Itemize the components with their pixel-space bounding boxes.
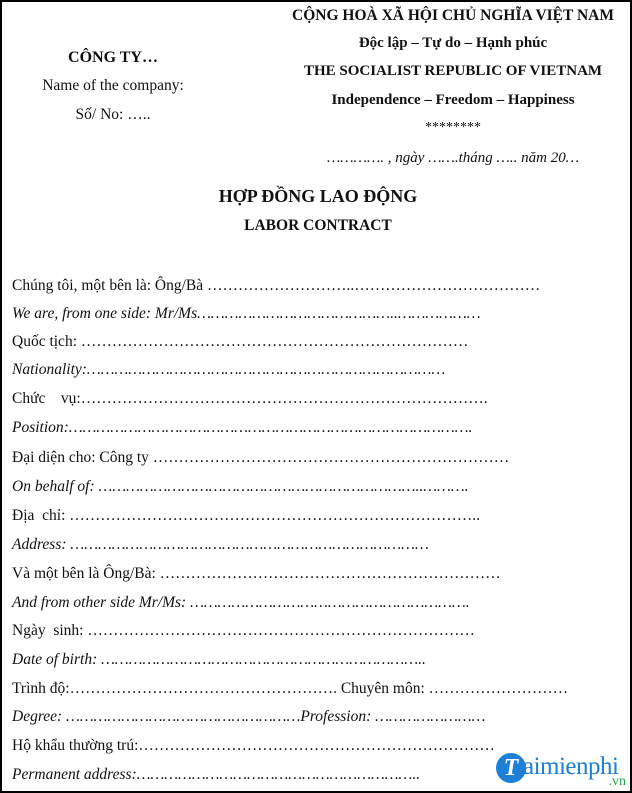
field-birth-date-vi[interactable] — [12, 622, 475, 640]
fill-in-blank[interactable]: ………………………..……………………………… — [207, 277, 541, 294]
field-label: Hộ khẩu thường trú: — [12, 737, 139, 754]
fill-in-blank[interactable]: ……………………………………………………………..………. — [98, 478, 469, 495]
field-label: Và một bên là Ông/Bà: — [12, 565, 160, 582]
fill-in-blank-profession[interactable]: …………………… — [375, 708, 486, 725]
country-name-en: THE SOCIALIST REPUBLIC OF VIETNAM — [303, 63, 603, 79]
contract-title-en: LABOR CONTRACT — [244, 217, 392, 234]
logo-t-icon: T — [496, 753, 526, 783]
field-label: Chức vụ: — [12, 390, 81, 407]
fill-in-blank-profession[interactable]: ……………………… — [428, 680, 569, 697]
company-heading: CÔNG TY… — [68, 49, 158, 66]
fill-in-blank-degree[interactable]: ……………………………………………. — [69, 680, 337, 697]
fill-in-blank[interactable]: ………………………………………………………………… — [80, 333, 469, 350]
field-label-profession: Profession: — [300, 708, 376, 725]
document-number-label: Số/ No: ….. — [75, 106, 151, 123]
fill-in-blank[interactable]: ………………………………………………………… — [159, 565, 501, 582]
field-party-a-name-en[interactable] — [12, 305, 481, 323]
fill-in-blank[interactable]: ………………………………………………………………… — [87, 622, 475, 639]
field-label: Date of birth: — [12, 651, 102, 668]
fill-in-blank[interactable]: ……………………………………………………………………. — [80, 390, 488, 407]
field-label: Position: — [12, 419, 69, 436]
motto-en: Independence – Freedom – Happiness — [331, 92, 575, 108]
field-label: Đại diện cho: Công ty — [12, 449, 153, 466]
fill-in-blank[interactable]: …………………………………………………………… — [152, 449, 510, 466]
field-on-behalf-vi[interactable] — [12, 449, 509, 467]
field-label-degree: Degree: — [12, 708, 67, 725]
field-address-vi[interactable] — [12, 507, 480, 525]
fill-in-blank[interactable]: …………………………………………………………….. — [101, 651, 426, 668]
fill-in-blank[interactable]: ……………………………………………………………………………. — [68, 419, 473, 436]
field-position-en[interactable] — [12, 419, 472, 437]
field-label: Ngày sinh: — [12, 622, 88, 639]
field-party-b-name-en[interactable] — [12, 594, 470, 612]
field-label: On behalf of: — [12, 478, 99, 495]
fill-in-blank-degree[interactable]: …………………………………………… — [66, 708, 301, 725]
contract-title-vi: HỢP ĐỒNG LAO ĐỘNG — [218, 186, 418, 206]
taimienphi-watermark-logo — [496, 749, 628, 789]
field-degree-profession-en[interactable] — [12, 708, 485, 726]
field-on-behalf-en[interactable] — [12, 478, 469, 496]
fill-in-blank[interactable]: …………………………………………………………………….. — [69, 507, 480, 524]
country-name-vi: CỘNG HOÀ XÃ HỘI CHỦ NGHĨA VIỆT NAM — [292, 7, 614, 24]
fill-in-blank[interactable]: …………………………………………………………… — [138, 737, 495, 754]
field-nationality-en[interactable] — [12, 361, 445, 379]
field-label: Permanent address: — [12, 766, 137, 783]
field-label-profession: Chuyên môn: — [336, 680, 429, 697]
field-label: Address: — [12, 536, 71, 553]
fill-in-blank[interactable]: …………………………………………………….. — [136, 766, 421, 783]
fill-in-blank[interactable]: …………………………………………………………………… — [70, 536, 429, 553]
field-label: We are, from one side: Mr/Ms — [12, 305, 198, 322]
fill-in-blank[interactable]: ……………………………………..……………… — [197, 305, 481, 322]
field-label: Quốc tịch: — [12, 333, 81, 350]
field-party-b-name-vi[interactable] — [12, 565, 501, 583]
field-label: And from other side Mr/Ms: — [12, 594, 191, 611]
company-name-label: Name of the company: — [42, 77, 184, 94]
header-separator: ******** — [425, 120, 481, 135]
field-label-degree: Trình độ: — [12, 680, 70, 697]
field-permanent-address-vi[interactable] — [12, 737, 495, 755]
fill-in-blank[interactable]: ……………………………………………………. — [190, 594, 470, 611]
date-line: …………. , ngày …….tháng ….. năm 20… — [326, 150, 580, 166]
field-address-en[interactable] — [12, 536, 429, 554]
field-label: Địa chỉ: — [12, 507, 70, 524]
logo-tld: .vn — [608, 774, 626, 789]
field-label: Chúng tôi, một bên là: Ông/Bà — [12, 277, 208, 294]
field-label: Nationality: — [12, 361, 87, 378]
field-party-a-name-vi[interactable] — [12, 277, 540, 295]
motto-vi: Độc lập – Tự do – Hạnh phúc — [358, 35, 548, 51]
field-permanent-address-en[interactable] — [12, 766, 420, 784]
field-position-vi[interactable] — [12, 390, 488, 408]
field-degree-profession-vi[interactable] — [12, 680, 568, 698]
field-birth-date-en[interactable] — [12, 651, 426, 669]
field-nationality-vi[interactable] — [12, 333, 468, 351]
fill-in-blank[interactable]: …………………………………………………………………… — [86, 361, 446, 378]
logo-wordmark: aimienphi — [523, 753, 619, 780]
